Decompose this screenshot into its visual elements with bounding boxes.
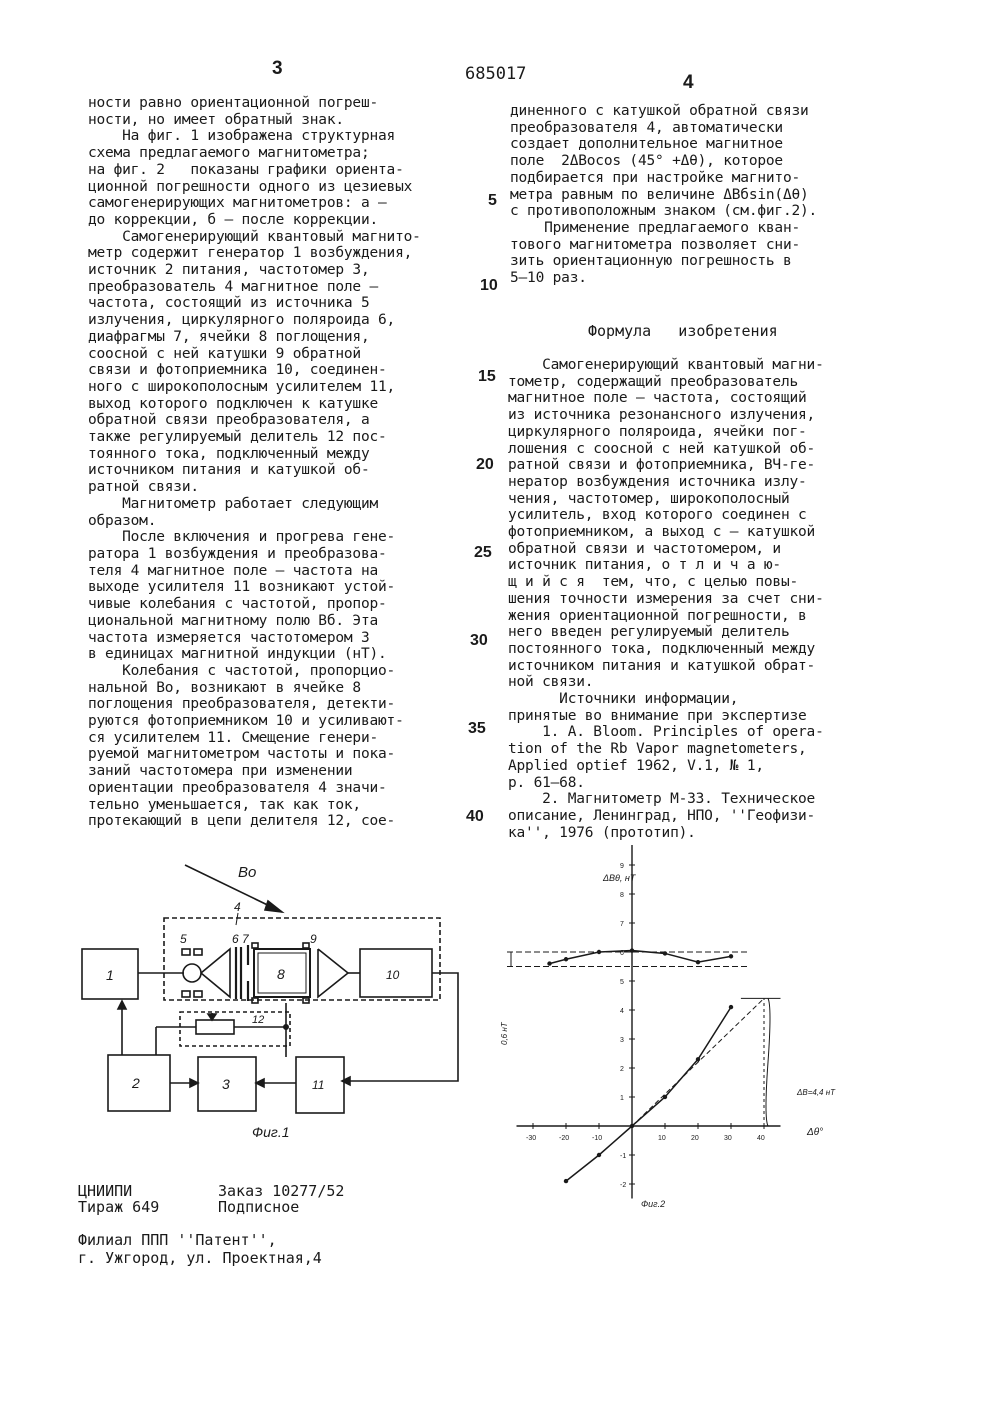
formula-text-line: постоянного тока, подключенный между xyxy=(508,640,816,657)
block-3-label: 3 xyxy=(222,1076,230,1092)
right-column-top-line: метра равным по величине ΔBбsin(Δθ) xyxy=(510,186,809,203)
data-point-б xyxy=(547,961,551,965)
y-tick-label: 9 xyxy=(620,863,624,870)
y-axis-label: ΔBθ, нТ xyxy=(603,873,636,883)
data-point-б xyxy=(696,960,700,964)
line-number-20: 20 xyxy=(476,456,494,473)
page-number-right: 4 xyxy=(683,72,694,93)
formula-text-line: нератор возбуждения источника излу- xyxy=(508,473,807,490)
fig1-caption: Фиг.1 xyxy=(252,1124,290,1140)
y-tick-label: 5 xyxy=(620,979,624,986)
x-tick-label: 40 xyxy=(757,1135,765,1142)
arrow-into-1 xyxy=(118,1001,126,1009)
left-column-line: чивые колебания с частотой, пропор- xyxy=(88,596,387,613)
left-column-line: Магнитометр работает следующим xyxy=(88,495,379,512)
ref-line-linear xyxy=(632,998,764,1126)
coil-5-top-2 xyxy=(194,949,202,955)
data-point-б xyxy=(663,951,667,955)
series-line-а xyxy=(566,1007,731,1181)
y-tick-label: 6 xyxy=(620,950,624,957)
left-column-line: обратной связи преобразователя, а xyxy=(88,412,370,429)
left-column-line: заний частотомера при изменении xyxy=(88,763,353,780)
left-column-line: самогенерирующих магнитометров: а — xyxy=(88,195,387,212)
formula-text-line: жения ориентационной погрешности, в xyxy=(508,607,807,624)
series-line-б xyxy=(550,951,732,964)
y-tick-label: 2 xyxy=(620,1066,624,1073)
x-axis-label: Δθ° xyxy=(807,1127,824,1138)
right-column-top-line: с противоположным знаком (см.фиг.2). xyxy=(510,203,818,220)
x-tick-label: -20 xyxy=(559,1135,570,1142)
x-tick-label: 10 xyxy=(658,1135,666,1142)
left-column-line: ционной погрешности одного из цезиевых xyxy=(88,178,413,195)
left-column-line: ратной связи. xyxy=(88,479,199,496)
data-point-а xyxy=(564,1179,568,1183)
right-column-top-line: преобразователя 4, автоматически xyxy=(510,119,783,136)
divider-12-arrow xyxy=(208,1014,216,1020)
left-column-line: На фиг. 1 изображена структурная xyxy=(88,128,396,145)
left-column-line: метр содержит генератор 1 возбуждения, xyxy=(88,245,413,262)
left-column-line: ности равно ориентационной погреш- xyxy=(88,95,379,111)
x-tick-label: -10 xyxy=(592,1135,603,1142)
page-number-left: 3 xyxy=(272,58,283,79)
y-tick-label: 7 xyxy=(620,921,624,928)
left-column-line: ратора 1 возбуждения и преобразова- xyxy=(88,545,387,562)
footer-org: ЦНИИПИ xyxy=(78,1182,133,1200)
left-column-line: протекающий в цепи делителя 12, сое- xyxy=(88,813,396,830)
line-number-25: 25 xyxy=(474,544,492,561)
formula-text-line: циркулярного поляроида, ячейки пог- xyxy=(508,423,807,440)
label-7: 7 xyxy=(242,932,249,946)
right-column-top-line: подбирается при настройке магнито- xyxy=(510,169,801,186)
left-column-line: диафрагмы 7, ячейки 8 поглощения, xyxy=(88,328,370,345)
formula-text-line: него введен регулируемый делитель xyxy=(508,624,790,641)
delta-annotation: ΔB=4,4 нТ xyxy=(797,1088,836,1097)
left-column-line: преобразователь 4 магнитное поле — xyxy=(88,278,379,295)
left-column-line: нальной Bо, возникают в ячейке 8 xyxy=(88,679,361,696)
formula-text xyxy=(508,357,824,691)
y-tick-label: -2 xyxy=(620,1182,627,1189)
right-column-text xyxy=(510,103,817,287)
left-column-line: ориентации преобразователя 4 значи- xyxy=(88,779,387,796)
line-number-35: 35 xyxy=(468,720,486,737)
coil-5-bottom-2 xyxy=(194,991,202,997)
label-8: 8 xyxy=(277,966,285,982)
left-column-line: выходе усилителя 11 возникают устой- xyxy=(88,579,396,596)
formula-text-line: обратной связи и частотомером, и xyxy=(508,540,781,557)
left-column-line: циональной магнитному полю Bб. Эта xyxy=(88,612,379,629)
field-label: Bo xyxy=(238,864,257,881)
formula-text-line: усилитель, вход которого соединен с xyxy=(508,507,807,524)
formula-text-line: щ и й с я тем, что, с целью повы- xyxy=(508,574,799,591)
line-number-40: 40 xyxy=(466,808,484,825)
left-column-line: тельно уменьшается, так как ток, xyxy=(88,796,361,813)
sources-line: p. 61–68. xyxy=(508,774,585,791)
brace xyxy=(766,998,770,1126)
formula-text-line: ратной связи и фотоприемника, ВЧ-ге- xyxy=(508,457,816,474)
left-column-line: руемой магнитометром частоты и пока- xyxy=(88,746,396,763)
sources-line: Источники информации, xyxy=(508,691,739,707)
footer-branch: Филиал ППП ''Патент'', xyxy=(78,1231,277,1249)
field-arrowhead xyxy=(265,901,282,912)
formula-text-line: магнитное поле — частота, состоящий xyxy=(508,390,807,407)
y-tick-label: -1 xyxy=(620,1153,627,1160)
right-column-top-line: тового магнитометра позволяет сни- xyxy=(510,236,801,253)
sources-line: Applied optief 1962, V.1, № 1, xyxy=(508,757,764,774)
lens-cone xyxy=(201,949,230,997)
formula-text-line: источником питания и катушкой обрат- xyxy=(508,657,816,674)
formula-text-line: Самогенерирующий квантовый магни- xyxy=(508,357,824,373)
left-column-line: на фиг. 2 показаны графики ориента- xyxy=(88,161,404,178)
y-tick-label: 1 xyxy=(620,1095,624,1102)
x-tick-label: -30 xyxy=(526,1135,537,1142)
left-column-line: поглощения преобразователя, детекти- xyxy=(88,696,396,713)
sources-line: tion of the Rb Vapor magnetometers, xyxy=(508,741,807,758)
converter-4-leader xyxy=(236,913,238,925)
left-column-line: излучения, циркулярного поляроида 6, xyxy=(88,312,396,329)
data-point-а xyxy=(729,1005,733,1009)
footer-circulation: Тираж 649 xyxy=(78,1198,160,1216)
left-column-line: также регулируемый делитель 12 пос- xyxy=(88,429,387,446)
formula-text-line: источник питания, о т л и ч а ю- xyxy=(508,557,781,574)
left-column-line: схема предлагаемого магнитометра; xyxy=(88,145,370,162)
formula-text-line: лошения с соосной с ней катушкой об- xyxy=(508,440,816,457)
source-5-lamp xyxy=(183,964,201,982)
block-10-label: 10 xyxy=(386,968,400,982)
left-column-line: руются фотоприемником 10 и усиливают- xyxy=(88,713,404,730)
converter-4-frame xyxy=(164,918,440,1000)
x-tick-label: 30 xyxy=(724,1135,732,1142)
footer-subscription: Подписное xyxy=(218,1198,300,1216)
line-number-30: 30 xyxy=(470,632,488,649)
sources-line: 1. A. Bloom. Principles of opera- xyxy=(508,724,824,741)
coil-9-a xyxy=(252,943,258,948)
formula-text-line: тометр, содержащий преобразователь xyxy=(508,373,799,390)
label-5: 5 xyxy=(180,932,187,946)
label-4: 4 xyxy=(234,900,241,914)
fig2-caption: Фиг.2 xyxy=(641,1199,666,1209)
patent-number: 685017 xyxy=(465,64,527,84)
y-tick-label: 8 xyxy=(620,892,624,899)
coil-5-top xyxy=(182,949,190,955)
x-tick-label: 20 xyxy=(691,1135,699,1142)
arrow-11-3 xyxy=(256,1079,264,1087)
data-point-а xyxy=(630,1124,634,1128)
sources-line: ка'', 1976 (прототип). xyxy=(508,824,696,841)
right-column-top-line: Применение предлагаемого кван- xyxy=(510,219,801,236)
footer-order: Заказ 10277/52 xyxy=(218,1182,345,1200)
left-column-line: источником питания и катушкой об- xyxy=(88,462,370,479)
left-column-text xyxy=(88,95,421,830)
right-column-top-line: 5–10 раз. xyxy=(510,270,587,287)
left-column-line: в единицах магнитной индукции (нТ). xyxy=(88,646,387,663)
coil-5-bottom xyxy=(182,991,190,997)
fig2-chart xyxy=(485,845,860,1220)
data-point-б xyxy=(630,948,634,952)
label-6: 6 xyxy=(232,932,239,946)
sources-line: 2. Магнитометр М-33. Техническое xyxy=(508,791,816,808)
sources-line: описание, Ленинград, НПО, ''Геофизи- xyxy=(508,807,816,824)
data-point-б xyxy=(564,957,568,961)
sources-line: принятые во внимание при экспертизе xyxy=(508,707,807,724)
left-column-line: частота, состоящий из источника 5 xyxy=(88,295,370,312)
left-column-line: Самогенерирующий квантовый магнито- xyxy=(88,228,421,245)
right-column-top-line: поле 2ΔBоcos (45° +Δθ), которое xyxy=(510,153,783,170)
label-12: 12 xyxy=(252,1014,265,1026)
left-dev-label: 0,6 нТ xyxy=(500,1022,509,1045)
data-point-б xyxy=(597,950,601,954)
detector-cone xyxy=(318,949,348,997)
right-column-top-line: зить ориентационную погрешность в xyxy=(510,253,792,270)
left-column-line: ного с широкополосным усилителем 11, xyxy=(88,378,396,395)
formula-text-line: ной связи. xyxy=(508,674,594,691)
right-column-top-line: создает дополнительное магнитное xyxy=(510,136,783,153)
formula-text-line: чения, частотомер, широкополосный xyxy=(508,490,790,507)
coil-9-b xyxy=(303,943,309,948)
arrow-into-3 xyxy=(190,1079,198,1087)
data-point-а xyxy=(696,1057,700,1061)
data-point-а xyxy=(663,1095,667,1099)
left-column-line: тоянного тока, подключенный между xyxy=(88,445,370,462)
left-column-line: источник 2 питания, частотомер 3, xyxy=(88,262,370,279)
label-9: 9 xyxy=(310,932,317,946)
left-column-line: ности, но имеет обратный знак. xyxy=(88,111,344,128)
formula-text-line: фотоприемником, а выход с — катушкой xyxy=(508,524,816,541)
formula-heading: Формула изобретения xyxy=(588,322,778,340)
y-tick-label: 3 xyxy=(620,1037,624,1044)
formula-text-line: из источника резонансного излучения, xyxy=(508,407,816,424)
line-number-10: 10 xyxy=(480,277,498,294)
block-2-label: 2 xyxy=(132,1075,140,1091)
left-column-line: частота измеряется частотомером 3 xyxy=(88,629,370,646)
left-column-line: теля 4 магнитное поле — частота на xyxy=(88,562,379,579)
left-column-line: образом. xyxy=(88,512,157,529)
footer-address: г. Ужгород, ул. Проектная,4 xyxy=(78,1249,322,1267)
right-column-top-line: диненного с катушкой обратной связи xyxy=(510,103,809,119)
left-column-line: Колебания с частотой, пропорцио- xyxy=(88,662,396,679)
left-column-line: связи и фотоприемника 10, соединен- xyxy=(88,362,387,379)
data-point-а xyxy=(597,1153,601,1157)
y-tick-label: 4 xyxy=(620,1008,624,1015)
formula-text-line: шения точности измерения за счет сни- xyxy=(508,590,824,607)
block-1-label: 1 xyxy=(106,967,114,983)
left-column-line: После включения и прогрева гене- xyxy=(88,529,396,546)
line-number-5: 5 xyxy=(488,192,497,209)
block-11-label: 11 xyxy=(312,1078,325,1092)
junction-dot xyxy=(284,1025,288,1029)
left-column-line: выход которого подключен к катушке xyxy=(88,395,379,412)
left-column-line: до коррекции, б — после коррекции. xyxy=(88,211,379,228)
divider-12-resistor xyxy=(196,1020,234,1034)
left-column-line: ся усилителем 11. Смещение генери- xyxy=(88,729,379,746)
sources-list xyxy=(508,691,824,841)
fig1-block-diagram xyxy=(60,845,490,1145)
left-column-line: соосной с ней катушки 9 обратной xyxy=(88,345,361,362)
line-number-15: 15 xyxy=(478,368,496,385)
data-point-б xyxy=(729,954,733,958)
